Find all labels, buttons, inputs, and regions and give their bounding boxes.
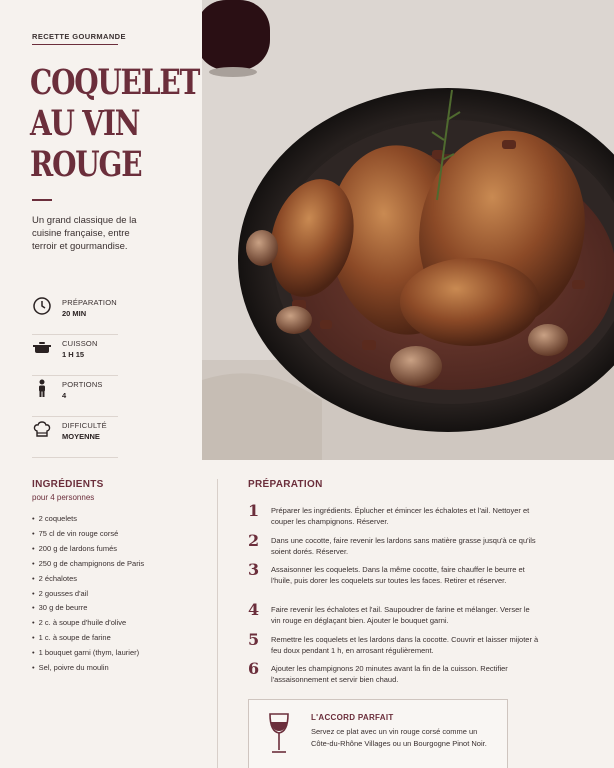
meta-label: CUISSON xyxy=(62,339,98,348)
step-text: Assaisonner les coquelets. Dans la même cocotte, faire chauffer le beurre et l'huile, puis dorer les coquelets sur toutes les faces. Retirer et réserver. xyxy=(271,565,525,586)
list-item: • 2 gousses d'ail xyxy=(32,587,212,602)
step-number: 3 xyxy=(248,560,260,579)
column-divider xyxy=(217,479,218,768)
step-text: Remettre les coquelets et les lardons dans la cocotte. Couvrir et laisser mijoter à feu doux pendant 1 h, en arrosant régulièrement. xyxy=(271,635,539,656)
list-item: • 30 g de beurre xyxy=(32,601,212,616)
ingredients-list xyxy=(32,512,212,676)
meta-difficulty xyxy=(32,417,118,458)
title-line-3: ROUGE xyxy=(30,144,142,185)
pairing-title: L'ACCORD PARFAIT xyxy=(311,713,394,722)
step-number: 2 xyxy=(248,531,260,550)
list-item: • 1 c. à soupe de farine xyxy=(32,631,212,646)
meta-value: 4 xyxy=(62,391,67,400)
wine-pairing-box xyxy=(248,699,508,768)
list-item: • 2 coquelets xyxy=(32,512,212,527)
step-text: Ajouter les champignons 20 minutes avant la fin de la cuisson. Rectifier l'assaisonnement et servir bien chaud. xyxy=(271,664,508,685)
meta-preparation xyxy=(32,294,118,335)
title-divider xyxy=(32,199,52,201)
list-item: • 200 g de lardons fumés xyxy=(32,542,212,557)
list-item: • 2 c. à soupe d'huile d'olive xyxy=(32,616,212,631)
step-text: Dans une cocotte, faire revenir les lardons sans matière grasse jusqu'à ce qu'ils soient dorés. Réserver. xyxy=(271,536,536,557)
meta-cooking xyxy=(32,335,118,376)
meta-value: 1 H 15 xyxy=(62,350,85,359)
list-item: • 75 cl de vin rouge corsé xyxy=(32,527,212,542)
list-item: • Sel, poivre du moulin xyxy=(32,661,212,676)
step-number: 5 xyxy=(248,630,260,649)
person-icon xyxy=(32,378,52,398)
wine-glass-icon xyxy=(267,712,291,756)
step-number: 1 xyxy=(248,501,260,520)
eyebrow-underline xyxy=(32,44,118,45)
meta-label: PORTIONS xyxy=(62,380,103,389)
list-item: • 250 g de champignons de Paris xyxy=(32,557,212,572)
intro-text: Un grand classique de la cuisine française, entre terroir et gourmandise. xyxy=(32,215,137,253)
step-number: 6 xyxy=(248,659,260,678)
ingredients-subtitle: pour 4 personnes xyxy=(32,493,95,502)
meta-value: MOYENNE xyxy=(62,432,100,441)
preparation-heading: PRÉPARATION xyxy=(248,479,323,490)
title-line-2: AU VIN xyxy=(30,103,140,144)
dish-photo xyxy=(202,0,614,460)
meta-label: DIFFICULTÉ xyxy=(62,421,107,430)
pairing-text: Servez ce plat avec un vin rouge corsé comme un Côte-du-Rhône Villages ou un Bourgogne Pinot Noir. xyxy=(311,727,487,748)
meta-portions xyxy=(32,376,118,417)
clock-icon xyxy=(32,296,52,316)
list-item: • 2 échalotes xyxy=(32,572,212,587)
recipe-title xyxy=(30,62,200,185)
pot-icon xyxy=(32,337,52,357)
list-item: • 1 bouquet garni (thym, laurier) xyxy=(32,646,212,661)
ingredients-heading: INGRÉDIENTS xyxy=(32,479,104,490)
meta-value: 20 MIN xyxy=(62,309,87,318)
step-number: 4 xyxy=(248,600,260,619)
step-text: Faire revenir les échalotes et l'ail. Saupoudrer de farine et mélanger. Verser le vin rouge en déglaçant bien. Ajouter le bouquet garni. xyxy=(271,605,530,626)
meta-label: PRÉPARATION xyxy=(62,298,117,307)
title-line-1: COQUELET xyxy=(30,62,200,103)
step-text: Préparer les ingrédients. Éplucher et émincer les échalotes et l'ail. Nettoyer et couper les champignons. Réserver. xyxy=(271,506,530,527)
eyebrow-label: RECETTE GOURMANDE xyxy=(32,32,126,41)
chef-hat-icon xyxy=(32,419,52,439)
